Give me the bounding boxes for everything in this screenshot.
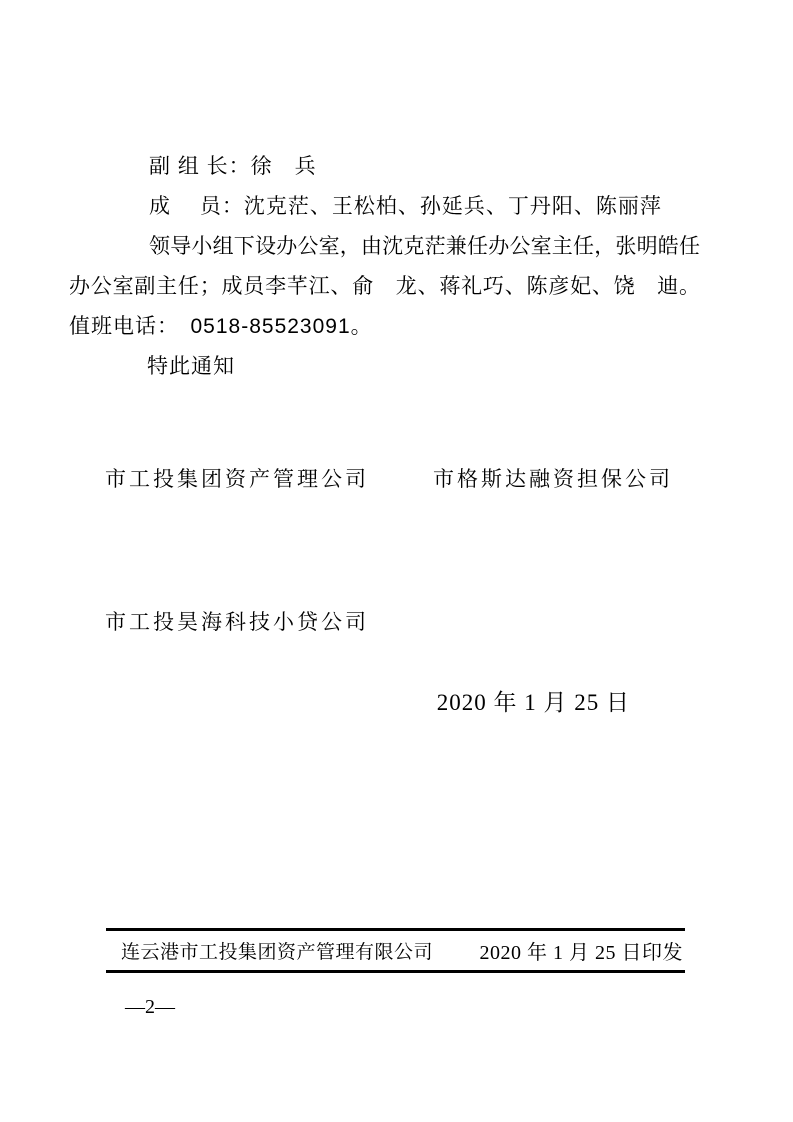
signature-company-1: 市工投集团资产管理公司 (105, 468, 369, 491)
colophon (106, 928, 685, 973)
page-number: —2— (125, 996, 175, 1018)
colophon-issuer: 连云港市工投集团资产管理有限公司 (121, 942, 434, 963)
office-paragraph-line-1: 领导小组下设办公室，由沈克茫兼任办公室主任，张明皓任 (149, 235, 700, 258)
closing-notice-line: 特此通知 (147, 355, 235, 378)
signature-company-3: 市工投昊海科技小贷公司 (105, 611, 369, 634)
duty-phone-line: 值班电话： 0518-85523091。 (69, 315, 373, 338)
office-paragraph-line-2: 办公室副主任；成员李芊江、俞 龙、蒋礼巧、陈彦妃、饶 迪。 (69, 275, 700, 298)
document-date: 2020 年 1 月 25 日 (436, 690, 630, 715)
signature-company-2: 市格斯达融资担保公司 (433, 468, 673, 491)
notice-body (69, 147, 700, 387)
members-line: 成 员：沈克茫、王松柏、孙延兵、丁丹阳、陈丽萍 (149, 195, 662, 218)
colophon-print-date: 2020 年 1 月 25 日印发 (479, 942, 683, 964)
deputy-leader-line: 副 组 长：徐 兵 (149, 155, 317, 178)
